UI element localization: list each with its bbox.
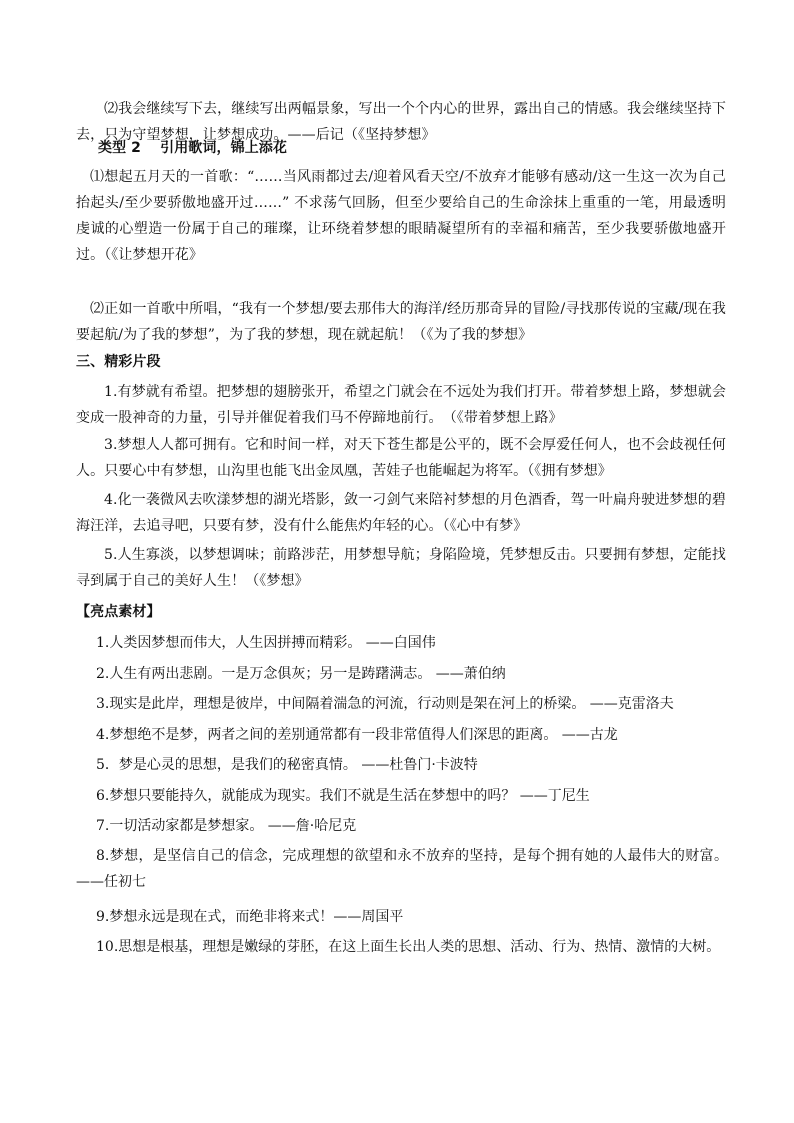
quote-9: 9.梦想永远是现在式，而绝非将来式！——周国平 <box>96 909 404 925</box>
section3-heading: 三、精彩片段 <box>76 354 161 370</box>
highlight-heading: 【亮点素材】 <box>76 604 161 620</box>
quote-4: 4.梦想绝不是梦，两者之间的差别通常都有一段非常值得人们深思的距离。 ——古龙 <box>96 727 618 743</box>
excerpt-1: 1.有梦就有希望。把梦想的翅膀张开，希望之门就会在不远处为我们打开。带着梦想上路，梦想就会变成一股神奇的力量，引导并催促着我们马不停蹄地前行。 （《带着梦想上路》 <box>76 384 726 426</box>
excerpt-5: 5.人生寡淡，以梦想调味；前路涉茫，用梦想导航；身陷险境，凭梦想反击。只要拥有梦想，定能找寻到属于自己的美好人生！（《梦想》 <box>76 547 726 589</box>
paragraph-song-mayday: ⑴想起五月天的一首歌：“……当风雨都过去/迎着风看天空/不放弃才能够有感动/这一生这一次为自己抬起头/至少要骄傲地盛开过……” 不求荡气回肠，但至少要给自己的生命涂抹上重重的一笔，用最透明虔诚的心塑造一份属于自己的璀璨，让环绕着梦想的眼睛凝望所有的幸福和痛苦，至少我要骄傲地盛开过。（《让梦想开花》 <box>76 169 726 263</box>
paragraph-song-dream: ⑵正如一首歌中所唱，“我有一个梦想/要去那伟大的海洋/经历那奇异的冒险/寻找那传说的宝藏/现在我要起航/为了我的梦想”，为了我的梦想，现在就起航！（《为了我的梦想》 <box>76 301 726 343</box>
type2-heading: 类型 2 引用歌词，锦上添花 <box>98 140 287 156</box>
quote-10: 10.思想是根基，理想是嫩绿的芽胚，在这上面生长出人类的思想、活动、行为、热情、激情的大树。 <box>96 939 721 955</box>
quote-3: 3.现实是此岸，理想是彼岸，中间隔着湍急的河流，行动则是架在河上的桥梁。 ——克雷洛夫 <box>96 696 674 712</box>
quote-7: 7.一切活动家都是梦想家。 ——詹·哈尼克 <box>96 818 357 834</box>
excerpt-4: 4.化一袭微风去吹漾梦想的湖光塔影，敛一刁剑气来陪衬梦想的月色酒香，驾一叶扁舟驶进梦想的碧海汪洋，去追寻吧，只要有梦，没有什么能焦灼年轻的心。（《心中有梦》 <box>76 492 726 534</box>
quote-5: 5．梦是心灵的思想，是我们的秘密真情。 ——杜鲁门·卡波特 <box>96 757 478 773</box>
excerpt-3: 3.梦想人人都可拥有。它和时间一样，对天下苍生都是公平的，既不会厚爱任何人，也不会歧视任何人。只要心中有梦想，山沟里也能飞出金凤凰，苦娃子也能崛起为将军。（《拥有梦想》 <box>76 437 726 479</box>
quote-8: 8.梦想，是坚信自己的信念，完成理想的欲望和永不放弃的坚持，是每个拥有她的人最伟大的财富。——任初七 <box>76 848 728 890</box>
quote-6: 6.梦想只要能持久，就能成为现实。我们不就是生活在梦想中的吗？ ——丁尼生 <box>96 788 590 804</box>
quote-2: 2.人生有两出悲剧。一是万念俱灰；另一是踌躇满志。 ——萧伯纳 <box>96 666 506 682</box>
quote-1: 1.人类因梦想而伟大，人生因拼搏而精彩。 ——白国伟 <box>96 635 436 651</box>
paragraph-keep-dream: ⑵我会继续写下去，继续写出两幅景象，写出一个个内心的世界，露出自己的情感。我会继续坚持下去，只为守望梦想，让梦想成功。——后记（《坚持梦想》 <box>76 101 726 143</box>
